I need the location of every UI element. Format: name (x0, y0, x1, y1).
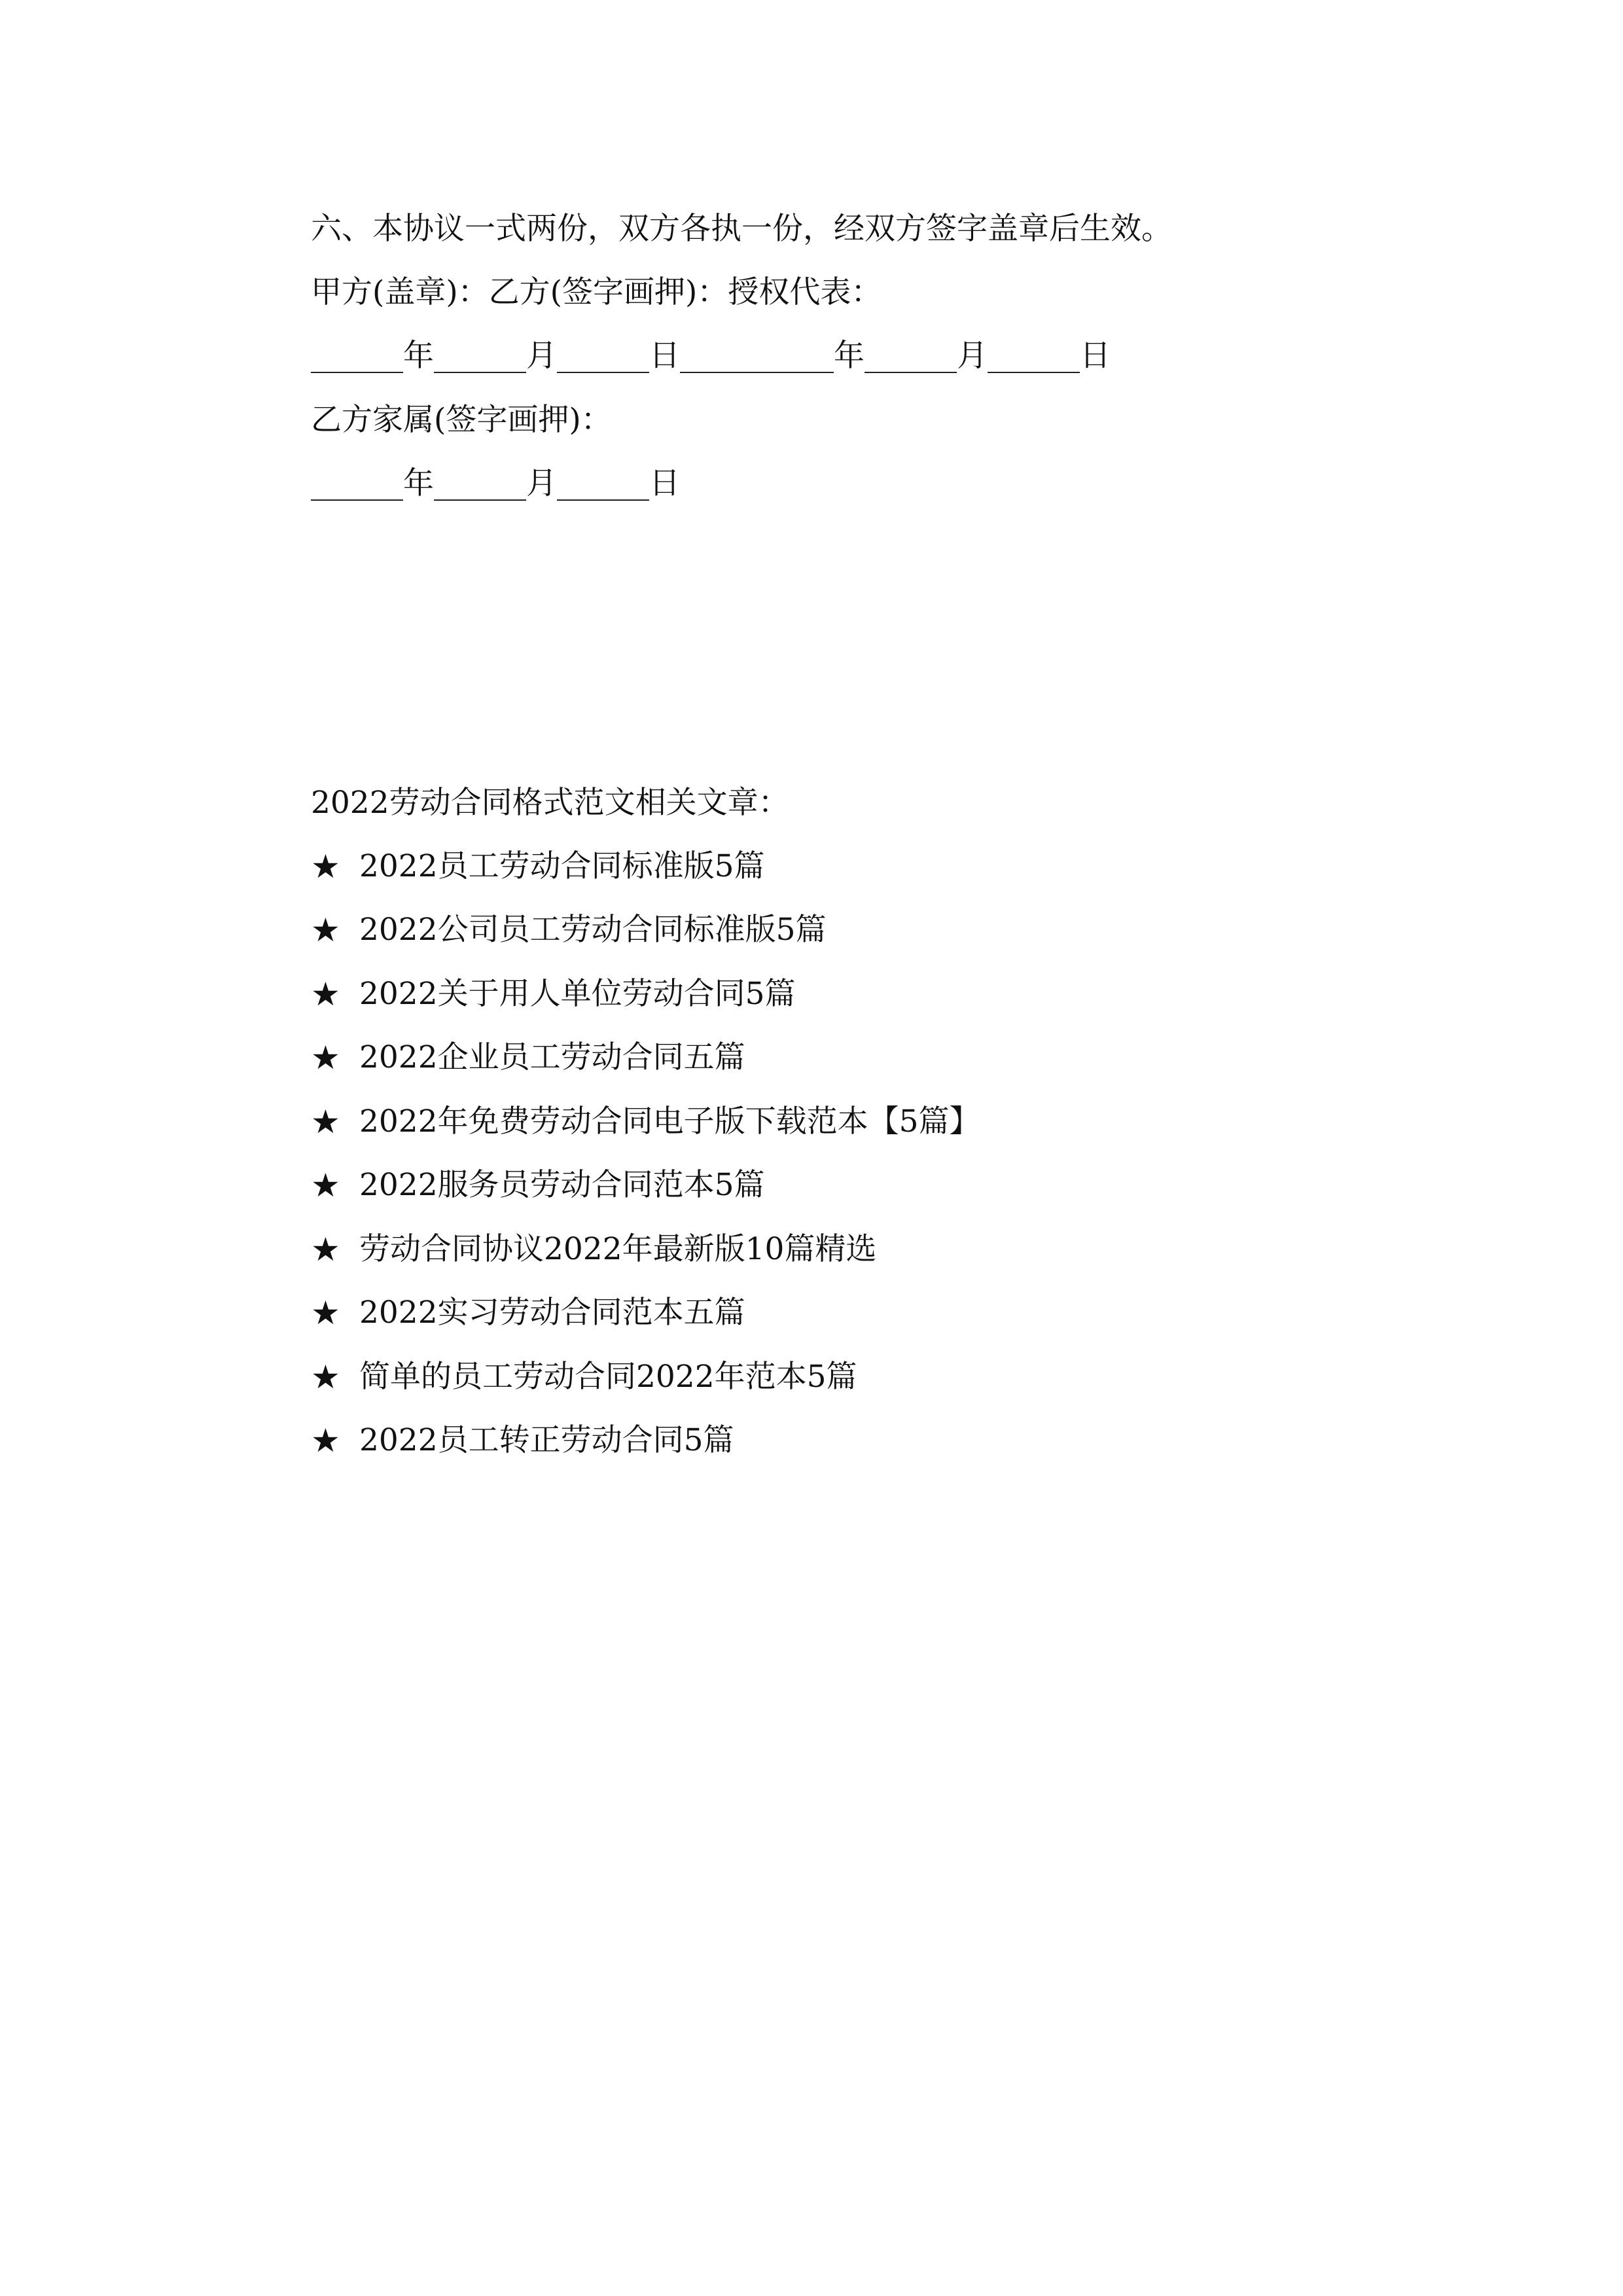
related-articles-heading: 2022劳动合同格式范文相关文章： (311, 785, 789, 821)
star-icon: ★ (311, 1294, 340, 1332)
related-article-title[interactable]: 2022实习劳动合同范本五篇 (359, 1295, 745, 1331)
related-article-title[interactable]: 简单的员工劳动合同2022年范本5篇 (359, 1359, 857, 1395)
related-article-link[interactable] (311, 1038, 745, 1077)
party-signature-line: 甲方(盖章)：乙方(签字画押)：授权代表： (311, 274, 882, 310)
related-article-title[interactable]: 2022关于用人单位劳动合同5篇 (359, 976, 796, 1012)
related-article-link[interactable] (311, 975, 796, 1014)
related-article-link[interactable] (311, 1293, 745, 1333)
date-line-both-parties: ______年______月______日__________年______月______日 (311, 338, 1111, 374)
related-article-title[interactable]: 2022年免费劳动合同电子版下载范本【5篇】 (359, 1103, 980, 1139)
star-icon: ★ (311, 1230, 340, 1268)
related-article-link[interactable] (311, 1230, 876, 1269)
star-icon: ★ (311, 975, 340, 1013)
related-article-title[interactable]: 劳动合同协议2022年最新版10篇精选 (359, 1231, 877, 1267)
star-icon: ★ (311, 1166, 340, 1204)
date-line-family: ______年______月______日 (311, 465, 680, 501)
related-article-link[interactable] (311, 1421, 734, 1460)
family-signature-line: 乙方家属(签字画押)： (311, 402, 612, 438)
related-article-title[interactable]: 2022员工劳动合同标准版5篇 (359, 848, 765, 884)
star-icon: ★ (311, 1422, 340, 1460)
star-icon: ★ (311, 1103, 340, 1141)
related-article-link[interactable] (311, 1166, 765, 1205)
star-icon: ★ (311, 848, 340, 886)
related-article-title[interactable]: 2022员工转正劳动合同5篇 (359, 1422, 734, 1458)
related-article-link[interactable] (311, 1102, 980, 1141)
related-article-title[interactable]: 2022服务员劳动合同范本5篇 (359, 1167, 765, 1203)
star-icon: ★ (311, 1039, 340, 1077)
related-article-link[interactable] (311, 1357, 857, 1397)
related-article-link[interactable] (311, 847, 765, 886)
star-icon: ★ (311, 911, 340, 949)
related-article-title[interactable]: 2022公司员工劳动合同标准版5篇 (359, 912, 827, 948)
related-article-link[interactable] (311, 910, 827, 950)
related-article-title[interactable]: 2022企业员工劳动合同五篇 (359, 1039, 745, 1075)
clause-six: 六、本协议一式两份，双方各执一份，经双方签字盖章后生效。 (311, 211, 1172, 247)
star-icon: ★ (311, 1358, 340, 1396)
